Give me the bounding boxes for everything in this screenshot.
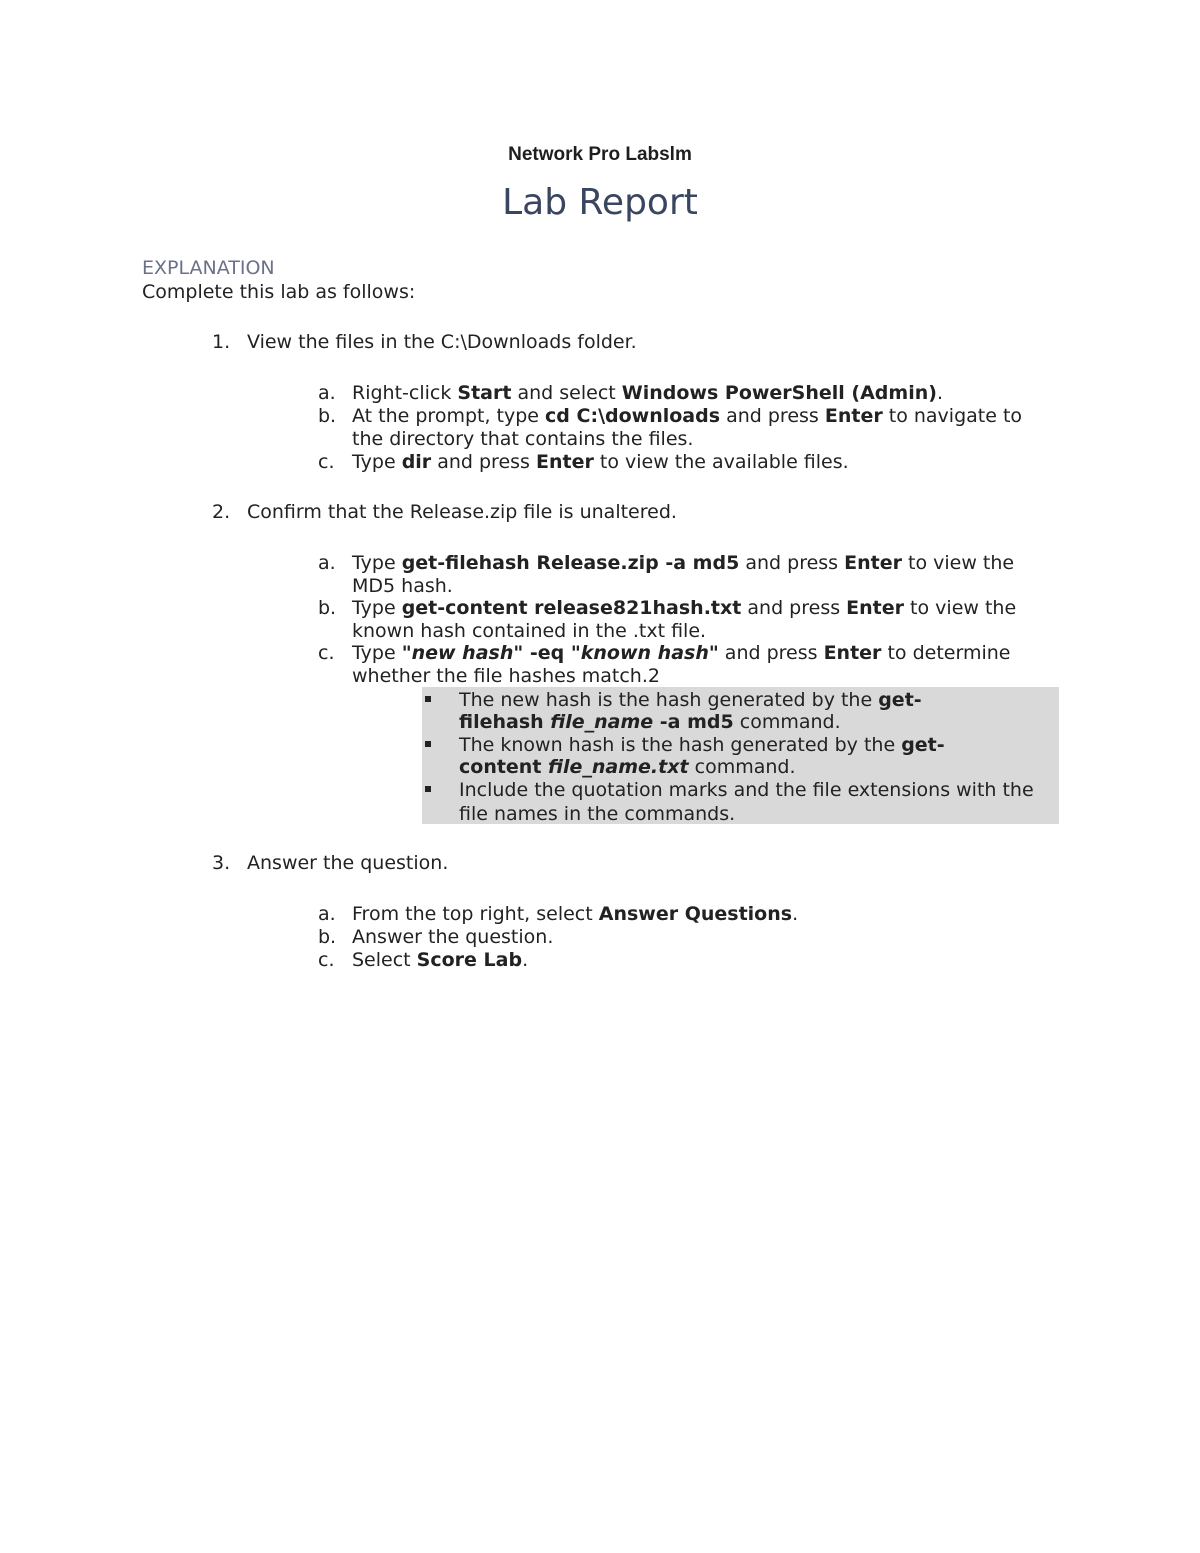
bold-text: new hash: [411, 642, 514, 664]
note-line: [459, 689, 922, 711]
bold-text: Score Lab: [416, 949, 523, 971]
step-text: Answer the question.: [247, 852, 449, 874]
step-number: 1.: [212, 331, 231, 353]
bold-text: dir: [401, 451, 432, 473]
text-run: The known hash is the hash generated by the: [459, 734, 902, 756]
bold-text: Enter: [844, 552, 902, 574]
text-run: At the prompt, type: [352, 405, 546, 427]
text-run: Select: [352, 949, 417, 971]
text-run: to view the: [904, 597, 1017, 619]
substep-letter: a.: [318, 552, 336, 574]
note-line: [459, 711, 841, 733]
text-run: .: [936, 382, 943, 404]
text-run: Right-click: [352, 382, 458, 404]
text-run: .: [522, 949, 529, 971]
note-line: [459, 756, 796, 778]
text-run: to navigate to: [882, 405, 1023, 427]
substep-letter: a.: [318, 903, 336, 925]
substep-letter: b.: [318, 926, 337, 948]
substep-line: [352, 382, 943, 404]
bold-text: get-: [901, 734, 945, 756]
bold-text: Enter: [823, 642, 882, 664]
substep-line: [352, 620, 706, 642]
text-run: and select: [511, 382, 622, 404]
bold-text: file_name: [550, 711, 654, 733]
bold-text: cd C:\downloads: [545, 405, 721, 427]
bold-text: Windows PowerShell (Admin): [621, 382, 937, 404]
text-run: Type: [352, 642, 402, 664]
header-title: Network Pro Labslm: [508, 144, 692, 165]
bold-text: Enter: [535, 451, 594, 473]
substep-letter: a.: [318, 382, 336, 404]
substep-line: [352, 451, 849, 473]
bold-text: get-content release821hash.txt: [401, 597, 742, 619]
text-run: and press: [720, 405, 825, 427]
substep-line: [352, 949, 528, 971]
substep-line: [352, 642, 1010, 664]
bullet-marker: [425, 741, 431, 747]
bold-text: " -eq ": [513, 642, 581, 664]
section-heading: EXPLANATION: [142, 257, 275, 279]
text-run: Include the quotation marks and the file extensions with the: [459, 779, 1034, 801]
text-run: to determine: [881, 642, 1011, 664]
note-line: [459, 779, 1034, 801]
bold-text: get-filehash Release.zip -a md5: [401, 552, 740, 574]
text-run: command.: [733, 711, 841, 733]
substep-line: [352, 405, 1022, 427]
bold-text: ": [708, 642, 719, 664]
bullet-marker: [425, 786, 431, 792]
text-run: to view the: [901, 552, 1015, 574]
text-run: command.: [688, 756, 796, 778]
step-number: 3.: [212, 852, 231, 874]
bold-text: Answer Questions: [598, 903, 793, 925]
substep-letter: b.: [318, 405, 337, 427]
substep-letter: c.: [318, 642, 335, 664]
bold-text: known hash: [580, 642, 709, 664]
text-run: From the top right, select: [352, 903, 599, 925]
note-line: [459, 803, 735, 825]
note-line: [459, 734, 945, 756]
text-run: MD5 hash.: [352, 575, 453, 597]
text-run: The new hash is the hash generated by the: [459, 689, 879, 711]
bold-text: filehash: [459, 711, 551, 733]
bold-text: content: [459, 756, 549, 778]
text-run: .: [792, 903, 799, 925]
text-run: and press: [431, 451, 536, 473]
substep-line: [352, 575, 453, 597]
substep-letter: b.: [318, 597, 337, 619]
text-run: Answer the question.: [352, 926, 554, 948]
bold-text: ": [401, 642, 412, 664]
document-title: Lab Report: [502, 182, 698, 223]
text-run: and press: [739, 552, 845, 574]
text-run: Type: [352, 552, 402, 574]
text-run: the directory that contains the files.: [352, 428, 694, 450]
substep-line: [352, 926, 553, 948]
step-text: View the files in the C:\Downloads folder.: [247, 331, 637, 353]
substep-line: [352, 903, 798, 925]
step-text: Confirm that the Release.zip file is unaltered.: [247, 501, 677, 523]
substep-line: [352, 665, 660, 687]
intro-text: Complete this lab as follows:: [142, 281, 416, 303]
text-run: known hash contained in the .txt file.: [352, 620, 707, 642]
bold-text: Enter: [824, 405, 883, 427]
substep-line: [352, 552, 1014, 574]
bullet-marker: [425, 696, 431, 702]
text-run: Type: [352, 451, 402, 473]
text-run: file names in the commands.: [459, 803, 736, 825]
text-run: and press: [718, 642, 824, 664]
bold-text: file_name.txt: [548, 756, 689, 778]
text-run: whether the file hashes match.2: [352, 665, 660, 687]
substep-letter: c.: [318, 451, 335, 473]
bold-text: get-: [878, 689, 922, 711]
substep-letter: c.: [318, 949, 335, 971]
text-run: Type: [352, 597, 402, 619]
substep-line: [352, 428, 693, 450]
bold-text: Enter: [846, 597, 905, 619]
step-number: 2.: [212, 501, 231, 523]
bold-text: Start: [457, 382, 512, 404]
substep-line: [352, 597, 1016, 619]
text-run: and press: [741, 597, 847, 619]
text-run: to view the available files.: [593, 451, 849, 473]
bold-text: -a md5: [653, 711, 734, 733]
